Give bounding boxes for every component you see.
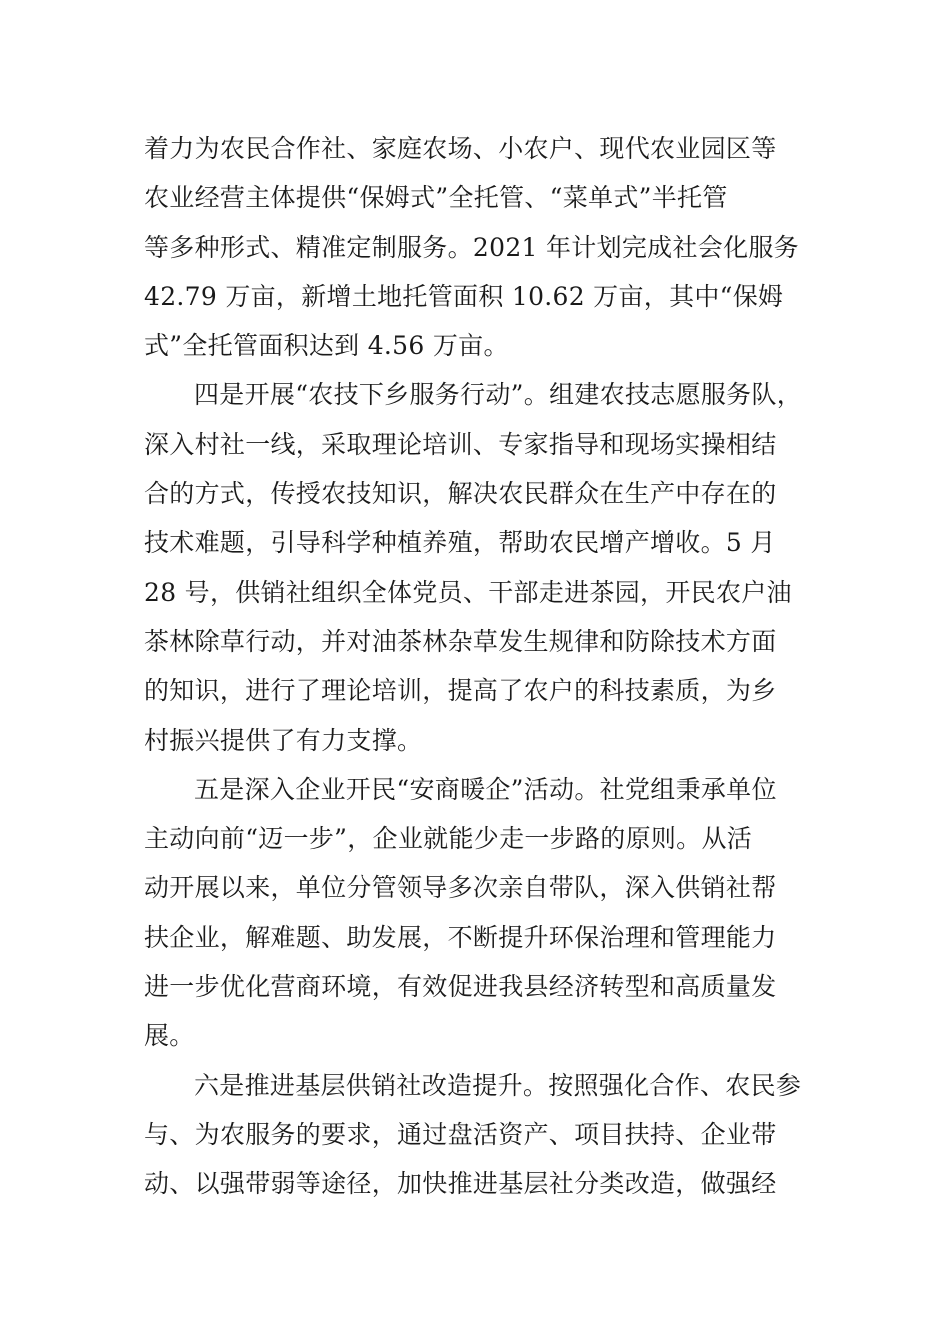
text-line: 着力为农民合作社、家庭农场、小农户、现代农业园区等 — [144, 134, 777, 163]
text-line: 合的方式，传授农技知识，解决农民群众在生产中存在的 — [144, 479, 777, 509]
text-line: 技术难题，引导科学种植养殖，帮助农民增产增收。5 月 — [144, 528, 776, 558]
text-line: 主动向前“迈一步”，企业就能少走一步路的原则。从活 — [144, 824, 753, 854]
text-line: 42.79 万亩，新增土地托管面积 10.62 万亩，其中“保姆 — [144, 281, 784, 311]
text-line: 展。 — [144, 1021, 195, 1051]
text-line: 动、以强带弱等途径，加快推进基层社分类改造，做强经 — [144, 1169, 777, 1199]
text-line: 式”全托管面积达到 4.56 万亩。 — [144, 331, 509, 361]
text-line: 扶企业，解难题、助发展，不断提升环保治理和管理能力 — [144, 922, 777, 952]
document-body — [144, 124, 844, 1209]
paragraph-start-line: 四是开展“农技下乡服务行动”。组建农技志愿服务队， — [194, 380, 803, 410]
text-line: 动开展以来，单位分管领导多次亲自带队，深入供销社帮 — [144, 873, 777, 903]
text-line: 深入村社一线，采取理论培训、专家指导和现场实操相结 — [144, 429, 777, 459]
text-line: 的知识，进行了理论培训，提高了农户的科技素质，为乡 — [144, 676, 777, 706]
paragraph-start-line: 六是推进基层供销社改造提升。按照强化合作、农民参 — [194, 1070, 802, 1100]
text-line: 村振兴提供了有力支撑。 — [144, 725, 423, 755]
text-line: 茶林除草行动，并对油茶林杂草发生规律和防除技术方面 — [144, 626, 777, 656]
text-line: 农业经营主体提供“保姆式”全托管、“菜单式”半托管 — [144, 183, 728, 213]
text-line: 与、为农服务的要求，通过盘活资产、项目扶持、企业带 — [144, 1119, 777, 1149]
text-line: 等多种形式、精准定制服务。2021 年计划完成社会化服务 — [144, 232, 799, 262]
text-line: 28 号，供销社组织全体党员、干部走进茶园，开民农户油 — [144, 577, 792, 607]
paragraph-start-line: 五是深入企业开民“安商暖企”活动。社党组秉承单位 — [194, 774, 777, 804]
text-line: 进一步优化营商环境，有效促进我县经济转型和高质量发 — [144, 972, 777, 1002]
